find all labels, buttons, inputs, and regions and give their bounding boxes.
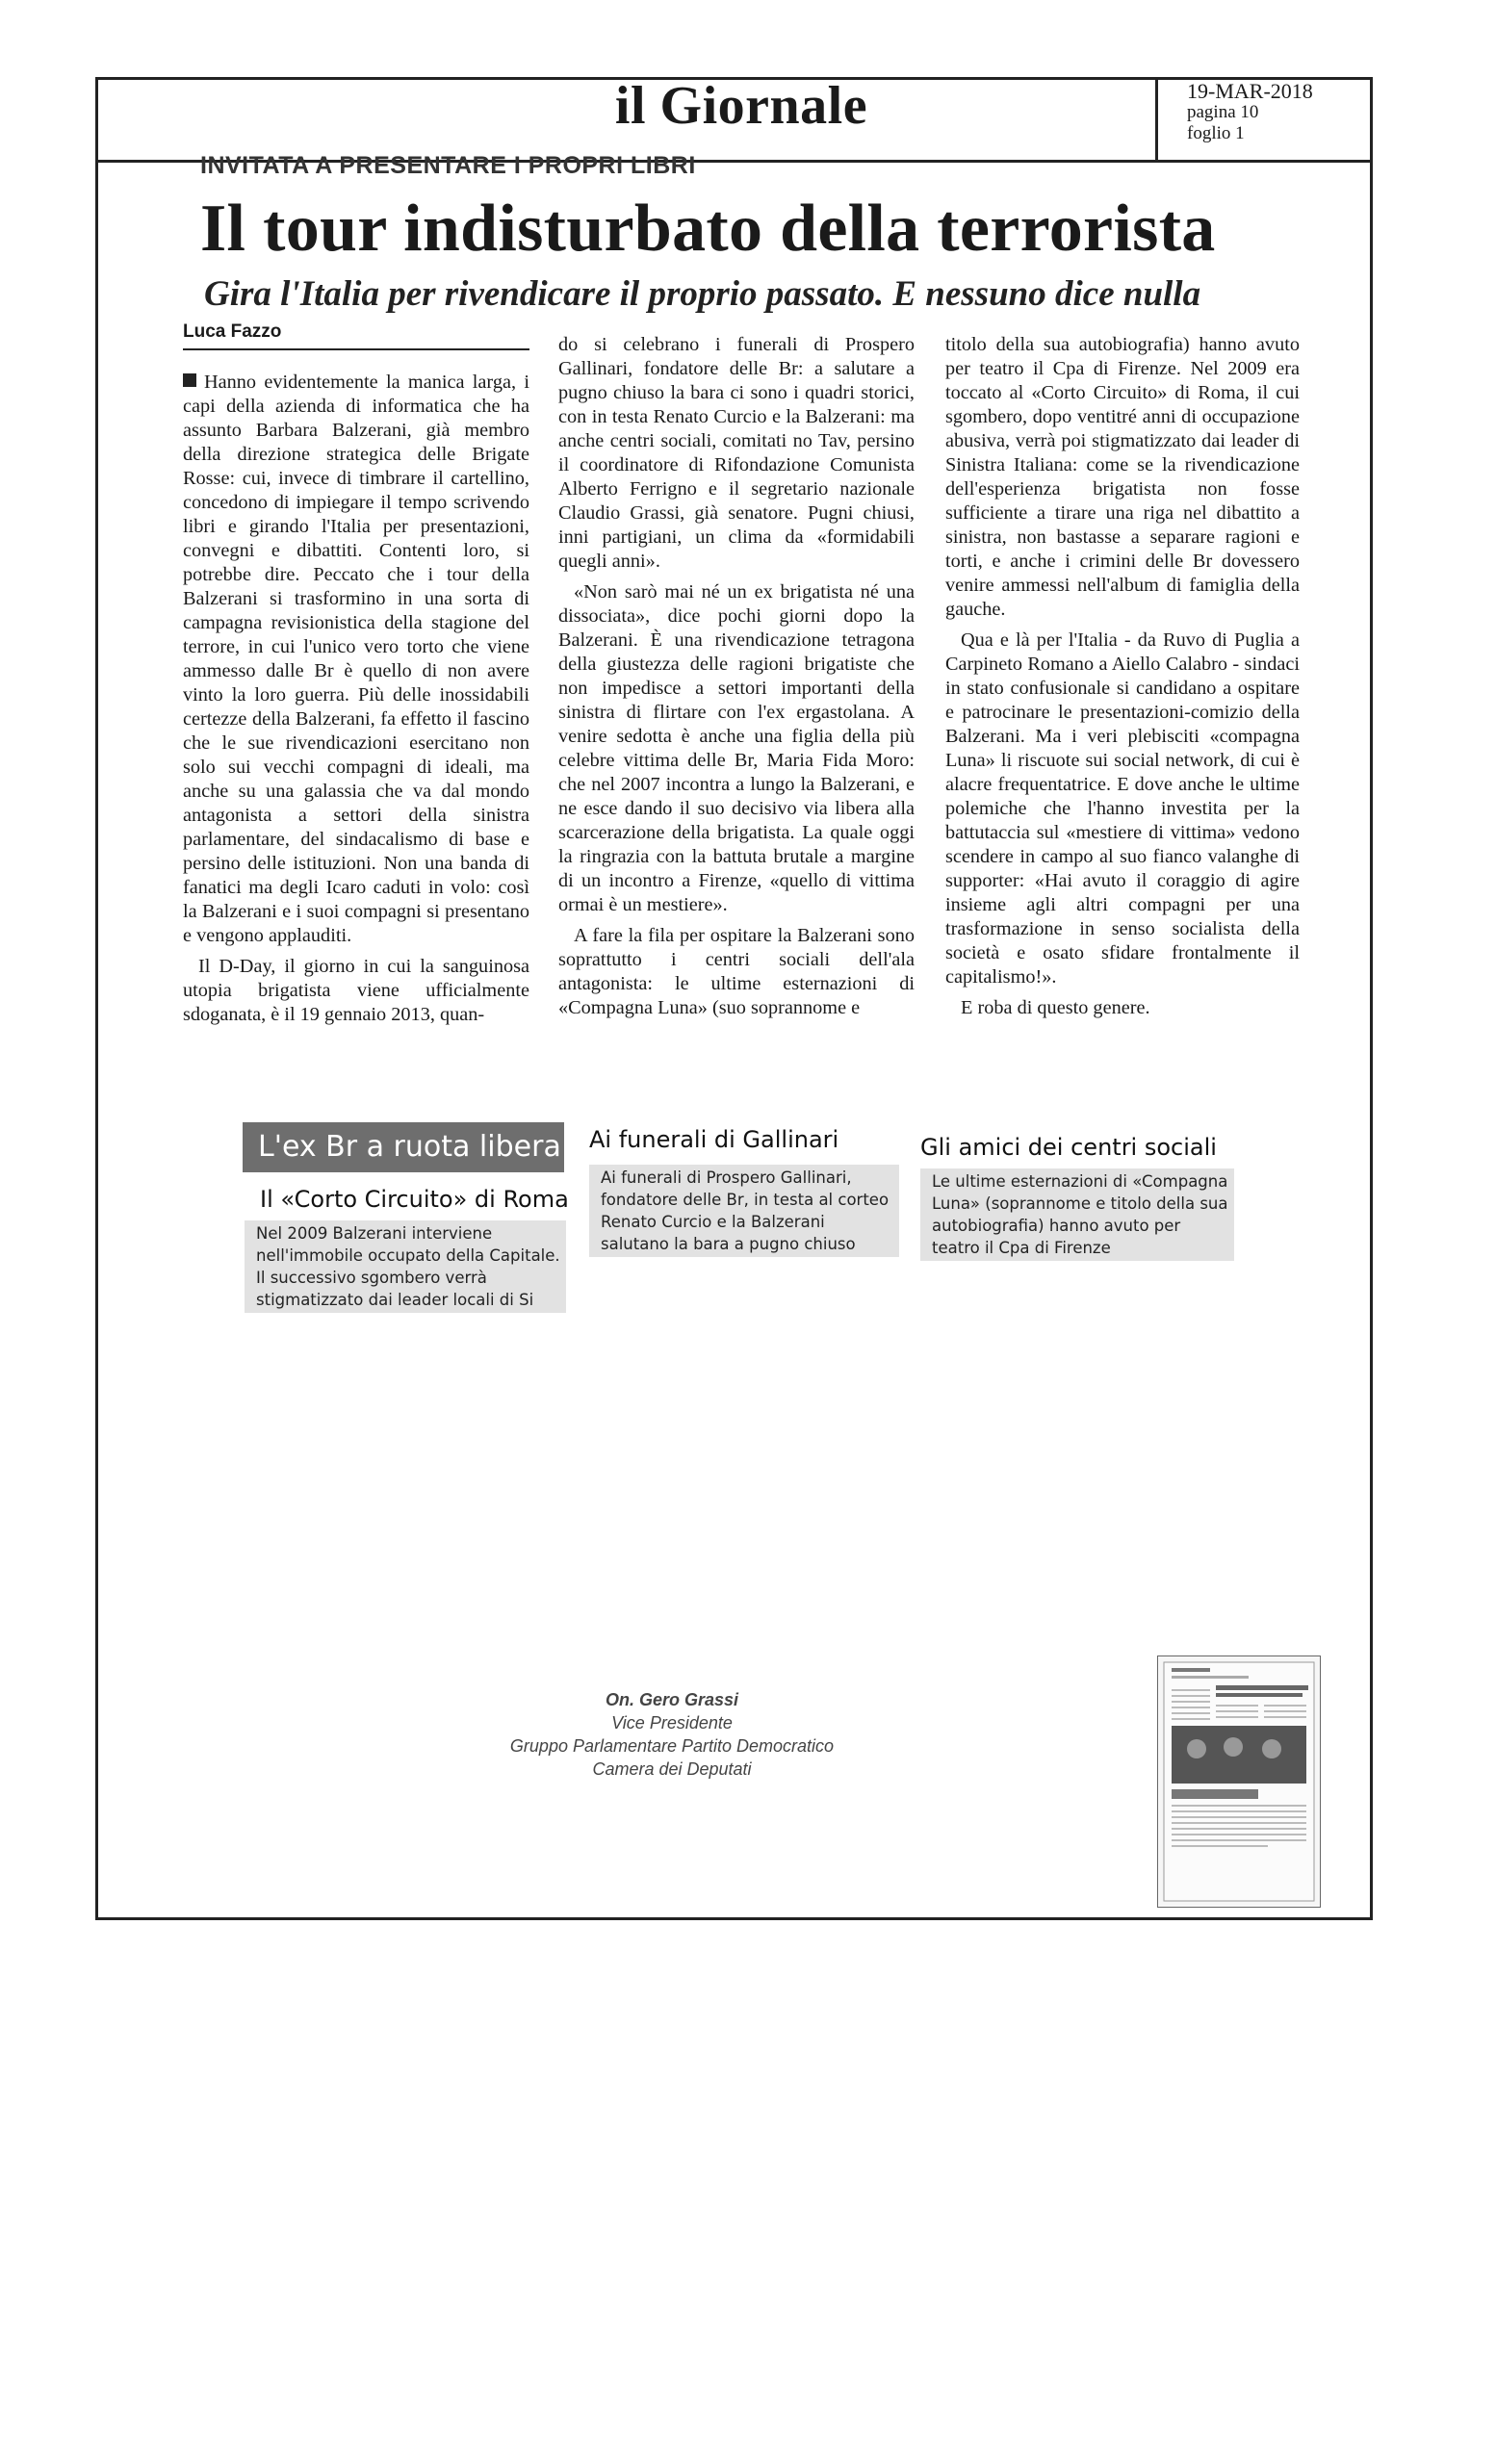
paragraph: E roba di questo genere. — [961, 997, 1150, 1018]
clipping-info-box — [1155, 77, 1373, 160]
article-column-3 — [945, 333, 1300, 1027]
caption-body-centri-sociali: Le ultime esternazioni di «Compagna Luna» (soprannome e titolo della sua autobiografia) hanno avuto per teatro il Cpa di Firenze — [920, 1168, 1234, 1261]
thumbnail-graphic — [1158, 1656, 1320, 1907]
article-byline: Luca Fazzo — [183, 321, 282, 342]
clipping-sheet: foglio 1 — [1187, 123, 1245, 143]
byline-rule — [183, 348, 529, 350]
paragraph: Qua e là per l'Italia - da Ruvo di Puglia a Carpineto Romano a Aiello Calabro - sindaci in stato confusionale si candidano a ospitare e patrocinare le presentazioni-comizio della Balzerani. Ma i veri plebisciti «compagna Luna» li riscuote sui social network, di cui è alacre frequentatrice. E dove anche le ultime polemiche che l'hanno investita per la battutaccia sul «mestiere di vittima» vedono scendere in campo al suo fianco valanghe di supporter: «Hai avuto il coraggio di agire insieme agli altri compagni per una trasformazione in senso socialista della società e osato sfidare frontalmente il capitalismo!». — [945, 629, 1300, 988]
section-tag: L'ex Br a ruota libera — [243, 1122, 564, 1172]
clipping-page: pagina 10 — [1187, 102, 1259, 122]
signature-group: Gruppo Parlamentare Partito Democratico — [509, 1736, 835, 1756]
caption-title-funerali: Ai funerali di Gallinari — [589, 1126, 839, 1153]
clipping-date: 19-MAR-2018 — [1187, 79, 1313, 103]
caption-title-centri-sociali: Gli amici dei centri sociali — [920, 1134, 1217, 1161]
article-headline: Il tour indisturbato della terrorista — [200, 192, 1216, 266]
caption-title-corto-circuito: Il «Corto Circuito» di Roma — [260, 1186, 569, 1213]
paragraph: do si celebrano i funerali di Prospero Gallinari, fondatore delle Br: a salutare a pugno chiuso la bara ci sono i quadri storici, con in testa Renato Curcio e la Balzerani: ma anche centri sociali, comitati no Tav, persino il coordinatore di Rifondazione Comunista Alberto Ferrigno e il segretario nazionale Claudio Grassi, già senatore. Pugni chiusi, inni partigiani, un clima da «formidabili quegli anni». — [558, 334, 915, 572]
newspaper-masthead: il Giornale — [614, 76, 868, 136]
caption-body-corto-circuito: Nel 2009 Balzerani interviene nell'immobile occupato della Capitale. Il successivo sgombero verrà stigmatizzato dai leader locali di Si — [245, 1220, 566, 1313]
paragraph: Hanno evidentemente la manica larga, i capi della azienda di informatica che ha assunto Barbara Balzerani, già membro della direzione strategica delle Brigate Rosse: cui, invece di timbrare il cartellino, concedono di impiegare il tempo scrivendo libri e girando l'Italia per presentazioni, convegni e dibattiti. Contenti loro, si potrebbe dire. Peccato che i tour della Balzerani si trasformino in una sorta di campagna revisionistica della stagione del terrore, in cui l'unico vero torto che viene ammesso dalle Br è quello di non avere vinto la loro guerra. Più delle inossidabili certezze della Balzerani, fa effetto il fascino che le sue rivendicazioni esercitano non solo sui vecchi compagni di ideali, ma anche su una galassia che va dal mondo antagonista a settori della sinistra parlamentare, del sindacalismo di base e persino delle istituzioni. Non una banda di fanatici ma degli Icaro caduti in volo: così la Balzerani e i suoi compagni si presentano e vengono applauditi. — [183, 372, 529, 946]
article-column-2 — [558, 333, 915, 1027]
article-column-1 — [183, 371, 529, 1034]
page-thumbnail-image — [1157, 1656, 1321, 1908]
signature-name: On. Gero Grassi — [605, 1690, 739, 1709]
article-subhead: Gira l'Italia per rivendicare il proprio passato. E nessuno dice nulla — [204, 274, 1201, 314]
paragraph: titolo della sua autobiografia) hanno avuto per teatro il Cpa di Firenze. Nel 2009 era toccato al «Corto Circuito» di Roma, il cui sgombero, dopo ventitré anni di occupazione abusiva, verrà poi stigmatizzato dai leader di Sinistra Italiana: come se la rivendicazione dell'esperienza brigatista non fosse sufficiente a tirare una riga nel dibattito a sinistra, non bastasse a separare ragioni e torti, e anche i crimini delle Br dovessero venire ammessi nell'album di famiglia della gauche. — [945, 334, 1300, 620]
signature-block — [508, 1688, 836, 1781]
paragraph: «Non sarò mai né un ex brigatista né una dissociata», dice pochi giorni dopo la Balzerani. È una rivendicazione tetragona della giustezza delle ragioni brigatiste che non impedisce a settori importanti della sinistra di flirtare con l'ex ergastolana. A venire sedotta è anche una figlia della più celebre vittima delle Br, Maria Fida Moro: che nel 2007 incontra a lungo la Balzerani, e ne esce dando il suo decisivo via libera alla scarcerazione della brigatista. La quale oggi la ringrazia con la battuta brutale a margine di un incontro a Firenze, «quello di vittima ormai è un mestiere». — [558, 581, 915, 915]
signature-chamber: Camera dei Deputati — [592, 1759, 752, 1779]
paragraph: A fare la fila per ospitare la Balzerani sono soprattutto i centri sociali dell'ala antagonista: le ultime esternazioni di «Compagna Luna» (suo soprannome e — [558, 925, 915, 1018]
lead-square-icon — [183, 373, 196, 387]
paragraph: Il D-Day, il giorno in cui la sanguinosa utopia brigatista viene ufficialmente sdoganata, è il 19 gennaio 2013, quan- — [183, 956, 529, 1025]
caption-body-funerali: Ai funerali di Prospero Gallinari, fondatore delle Br, in testa al corteo Renato Curcio e la Balzerani salutano la bara a pugno chiuso — [589, 1165, 899, 1257]
signature-role: Vice Presidente — [611, 1713, 733, 1732]
article-kicker: INVITATA A PRESENTARE I PROPRI LIBRI — [200, 152, 696, 179]
